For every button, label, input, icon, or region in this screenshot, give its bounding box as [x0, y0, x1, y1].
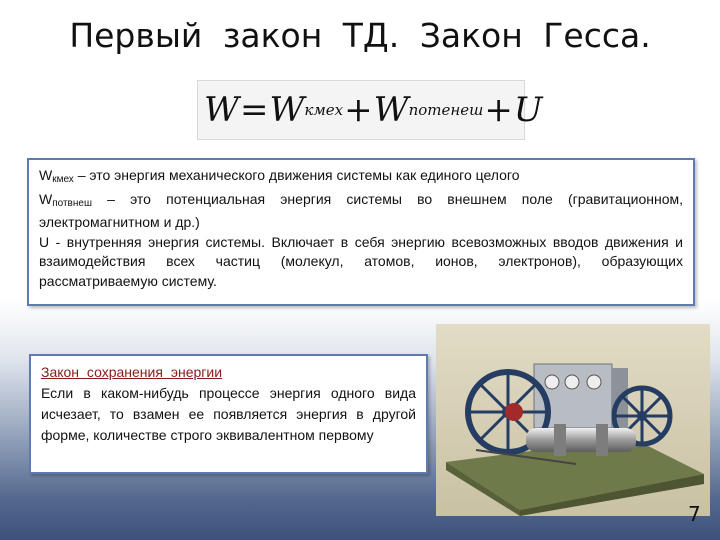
- conservation-law-text: Если в каком-нибудь процессе энергия одного вида исчезает, то взамен ее появляется энергия в другой форме, количестве строго эквивалентном первому: [41, 385, 416, 443]
- definition-w-kinetic: [39, 166, 683, 190]
- formula-w-potential-sub: потенеш: [408, 101, 484, 119]
- definition-w-potential-sub: потвнеш: [52, 197, 92, 209]
- formula-w-kinetic-sub: кмех: [304, 101, 344, 119]
- definition-u: U - внутренняя энергия системы. Включает в себя энергию всевозможных вводов движения и взаимодействия всех частиц (молекул, атомов, ионов, электронов), образующих рассматриваемую систему.: [39, 233, 683, 289]
- formula-plus-2: +: [484, 90, 513, 130]
- definition-w-potential-text: – это потенциальная энергия системы во внешнем поле (гравитационном, электромагнитном и др.): [39, 190, 683, 230]
- slide-title: Первый закон ТД. Закон Гесса.: [69, 16, 651, 55]
- energy-formula: [197, 80, 543, 140]
- formula-w-potential: W: [373, 90, 409, 130]
- page-number: 7: [688, 502, 701, 526]
- steam-engine-image: [436, 324, 710, 516]
- conservation-law-box: [29, 354, 428, 474]
- definition-w-kinetic-symbol: W: [39, 167, 53, 183]
- formula-u: U: [513, 90, 543, 130]
- steam-engine-photo: [436, 324, 710, 516]
- formula-w-kinetic: W: [269, 90, 305, 130]
- formula-plus-1: +: [344, 90, 373, 130]
- definition-w-potential: [39, 190, 683, 233]
- formula-equals: =: [239, 90, 269, 130]
- formula-w-total: W: [204, 90, 239, 130]
- definition-w-kinetic-text: – это энергия механического движения системы как единого целого: [73, 167, 520, 183]
- definition-w-potential-symbol: W: [39, 190, 53, 207]
- conservation-law-heading: Закон сохранения энергии: [41, 364, 223, 380]
- definitions-box: [27, 158, 695, 306]
- definition-w-kinetic-sub: кмех: [52, 174, 74, 185]
